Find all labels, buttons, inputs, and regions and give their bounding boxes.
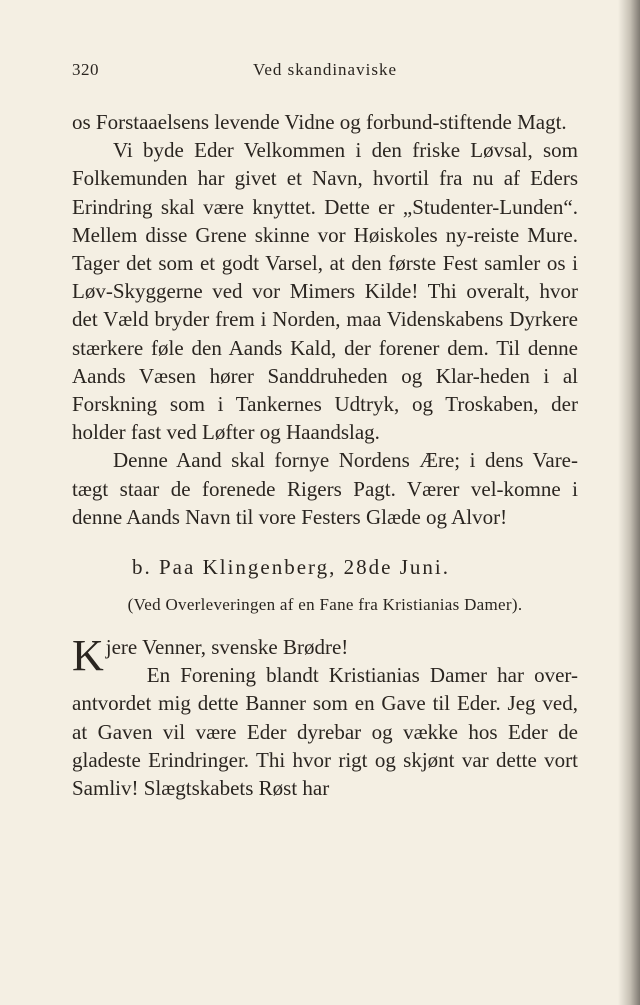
opening-line: [72, 631, 578, 681]
page-number: 320: [72, 60, 99, 79]
page-header: [72, 60, 578, 84]
paragraph-banner: En Forening blandt Kristianias Damer har over-antvordet mig dette Banner som en Gave til Eder. Jeg ved, at Gaven vil være Eder dyrebar og vække hos Eder de gladeste Erindringer. Thi hvor rigt og skjønt var dette vort Samliv! Slægtskabets Røst har: [72, 663, 578, 801]
drop-cap: K: [72, 631, 104, 681]
paragraph-welcome: Vi byde Eder Velkommen i den friske Løvsal, som Folkemunden har givet et Navn, hvortil fra nu af Eders Erindring skal være knyttet. Dette er „Studenter-Lunden“. Mellem disse Grene skinne vor Høiskoles ny-reiste Mure. Tager det som et godt Varsel, at den første Fest samler os i Løv-Skyggerne ved vor Mimers Kilde! Thi overalt, hvor det Væld bryder frem i Norden, maa Videnskabens Dyrkere stærkere føle den Aands Kald, der forener dem. Til denne Aands Væsen hører Sanddruheden og Klar-heden i al Forskning som i Tankernes Udtryk, og Troskaben, der holder fast ved Løfter og Haandslag.: [72, 138, 578, 445]
page-body: [72, 108, 578, 802]
section-subheading: (Ved Overleveringen af en Fane fra Kristianias Damer).: [127, 595, 523, 615]
running-title: Ved skandinaviske: [252, 60, 397, 79]
paragraph-continuation: os Forstaaelsens levende Vidne og forbund-stiftende Magt.: [72, 110, 567, 134]
opening-text: jere Venner, svenske Brødre!: [105, 635, 349, 660]
section-heading: b. Paa Klingenberg, 28de Juni.: [132, 555, 450, 580]
paragraph-renewal: Denne Aand skal fornye Nordens Ære; i dens Vare-tægt staar de forenede Rigers Pagt. Værer vel-komne i denne Aands Navn til vore Festers Glæde og Alvor!: [72, 448, 578, 529]
page-edge-shadow: [618, 0, 640, 1005]
